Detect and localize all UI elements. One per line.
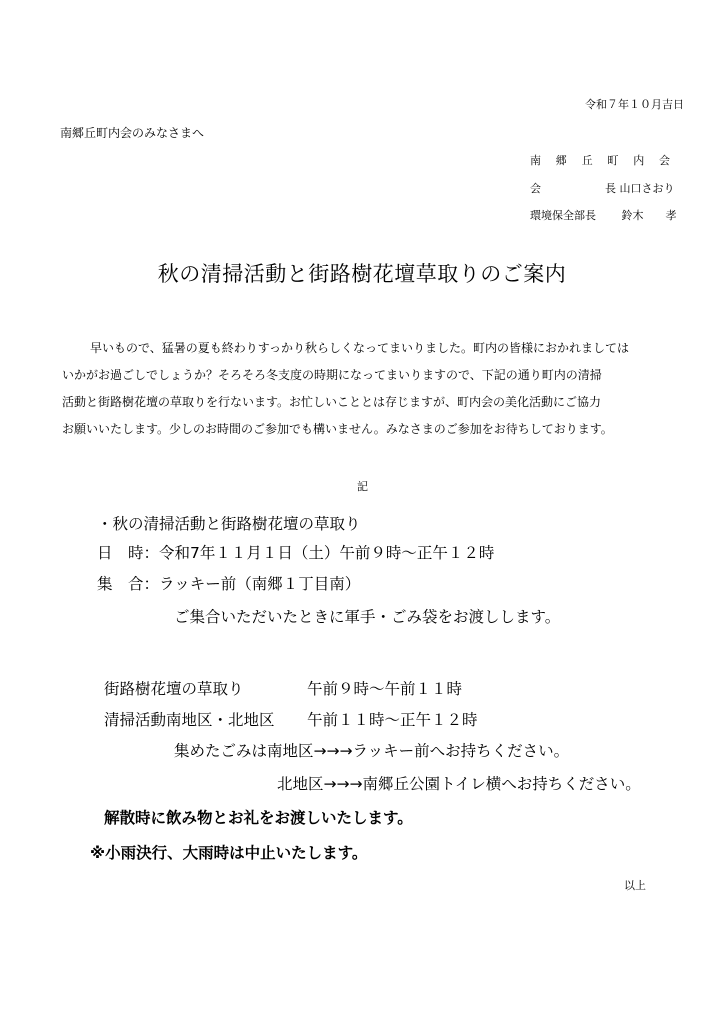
event-datetime: 日 時：令和7年１１月１日（土）午前９時～正午１２時 bbox=[97, 544, 495, 562]
collection-south: 集めたごみは南地区→→→ラッキー前へお持ちください。 bbox=[174, 742, 570, 760]
sender-org bbox=[530, 152, 670, 168]
sender-env-title: 環境保全部長 bbox=[530, 209, 596, 222]
event-title: ・秋の清掃活動と街路樹花壇の草取り bbox=[97, 515, 361, 533]
weeding-time: 午前９時～午前１１時 bbox=[307, 680, 463, 698]
sender-org-name: 南 郷 丘 町 内 会 bbox=[530, 154, 670, 167]
cleaning-label: 清掃活動南地区・北地区 bbox=[104, 711, 275, 729]
sender-env bbox=[530, 207, 677, 223]
document-title: 秋の清掃活動と街路樹花壇草取りのご案内 bbox=[157, 262, 567, 286]
collection-north: 北地区→→→南郷丘公園トイレ横へお持ちください。 bbox=[277, 775, 641, 793]
event-place: 集 合：ラッキー前（南郷１丁目南） bbox=[97, 575, 361, 593]
closing-mark: 以上 bbox=[624, 879, 646, 892]
weeding-label: 街路樹花壇の草取り bbox=[104, 680, 244, 698]
body-line: 活動と街路樹花壇の草取りを行ないます。お忙しいこととは存じますが、町内会の美化活動にご協力 bbox=[62, 395, 602, 409]
addressee: 南郷丘町内会のみなさまへ bbox=[60, 126, 205, 140]
event-place-note: ご集合いただいたときに軍手・ごみ袋をお渡しします。 bbox=[174, 608, 561, 626]
sender-env-name: 鈴木 孝 bbox=[621, 209, 677, 222]
body-paragraph bbox=[62, 335, 690, 443]
ki-heading: 記 bbox=[357, 480, 368, 493]
dismissal-note: 解散時に飲み物とお礼をお渡しいたします。 bbox=[104, 809, 413, 827]
rain-note: ※小雨決行、大雨時は中止いたします。 bbox=[90, 844, 368, 862]
sender-chair-title: 会 長 bbox=[530, 182, 616, 195]
document-date: 令和７年１０月吉日 bbox=[585, 98, 684, 111]
sender-chair bbox=[530, 180, 675, 196]
body-line: いかがお過ごしでしょうか？そろそろ冬支度の時期になってまいりますので、下記の通り町内の清掃 bbox=[62, 368, 602, 382]
sender-chair-name: 山口さおり bbox=[619, 182, 675, 195]
body-line: お願いいたします。少しのお時間のご参加でも構いません。みなさまのご参加をお待ちしております。 bbox=[62, 422, 613, 436]
cleaning-time: 午前１１時～正午１２時 bbox=[307, 711, 478, 729]
body-line: 早いもので、猛暑の夏も終わりすっかり秋らしくなってまいりました。町内の皆様におかれましては bbox=[90, 341, 630, 355]
